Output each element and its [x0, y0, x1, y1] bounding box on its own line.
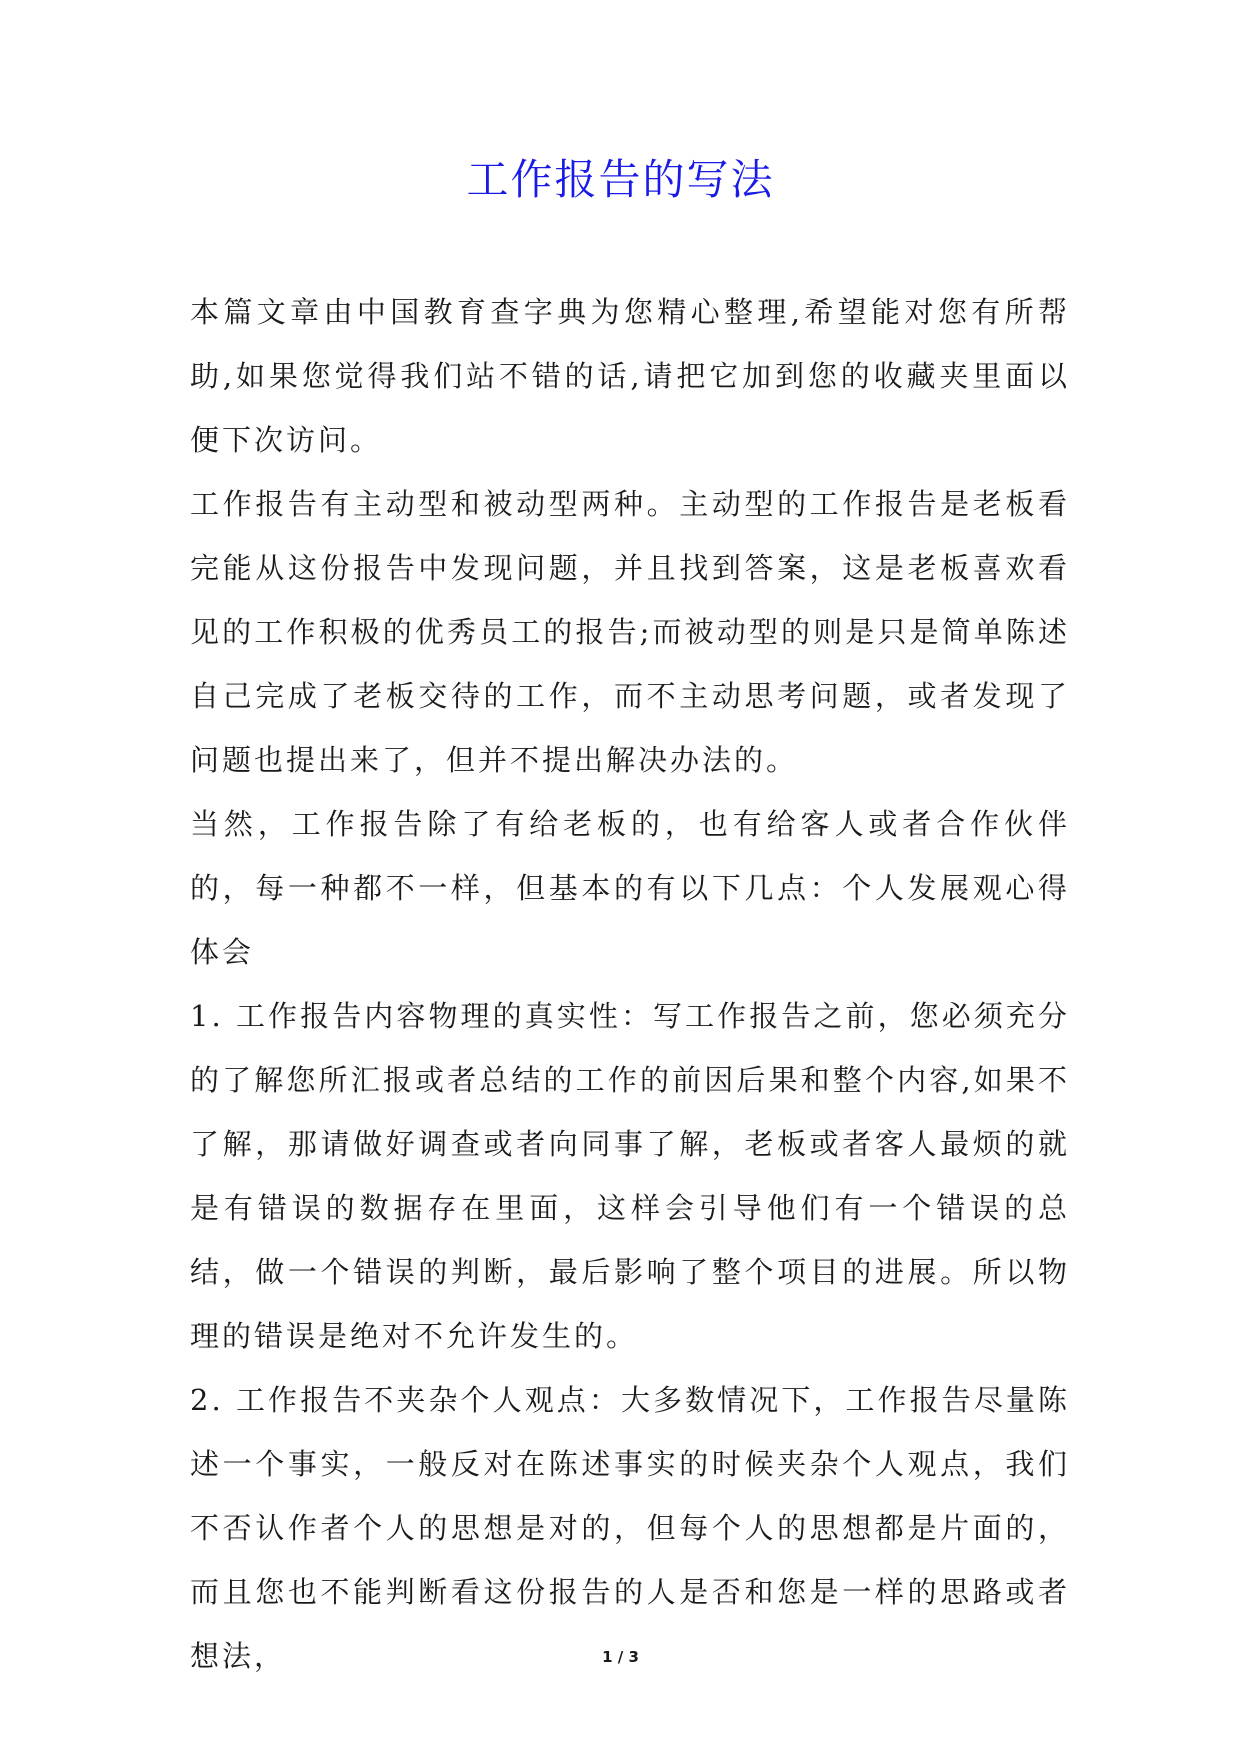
paragraph-audience: 当然，工作报告除了有给老板的，也有给客人或者合作伙伴的，每一种都不一样，但基本的有以下几点：个人发展观心得体会 — [190, 807, 1070, 969]
paragraph-point-2: 2. 工作报告不夹杂个人观点：大多数情况下，工作报告尽量陈述一个事实，一般反对在陈述事实的时候夹杂个人观点，我们不否认作者个人的思想是对的，但每个人的思想都是片面的，而且您也不能判断看这份报告的人是否和您是一样的思路或者想法， — [190, 1383, 1070, 1673]
paragraph-report-types: 工作报告有主动型和被动型两种。主动型的工作报告是老板看完能从这份报告中发现问题，并且找到答案，这是老板喜欢看见的工作积极的优秀员工的报告;而被动型的则是只是简单陈述自己完成了老板交待的工作，而不主动思考问题，或者发现了问题也提出来了，但并不提出解决办法的。 — [190, 487, 1070, 777]
document-title: 工作报告的写法 — [466, 155, 775, 204]
document-body — [190, 280, 1070, 1688]
paragraph-point-1: 1. 工作报告内容物理的真实性：写工作报告之前，您必须充分的了解您所汇报或者总结的工作的前因后果和整个内容,如果不了解，那请做好调查或者向同事了解，老板或者客人最烦的就是有错误的数据存在里面，这样会引导他们有一个错误的总结，做一个错误的判断，最后影响了整个项目的进展。所以物理的错误是绝对不允许发生的。 — [190, 999, 1070, 1353]
paragraph-intro: 本篇文章由中国教育查字典为您精心整理,希望能对您有所帮助,如果您觉得我们站不错的话,请把它加到您的收藏夹里面以便下次访问。 — [190, 295, 1070, 457]
page-number: 1 / 3 — [602, 1648, 639, 1666]
